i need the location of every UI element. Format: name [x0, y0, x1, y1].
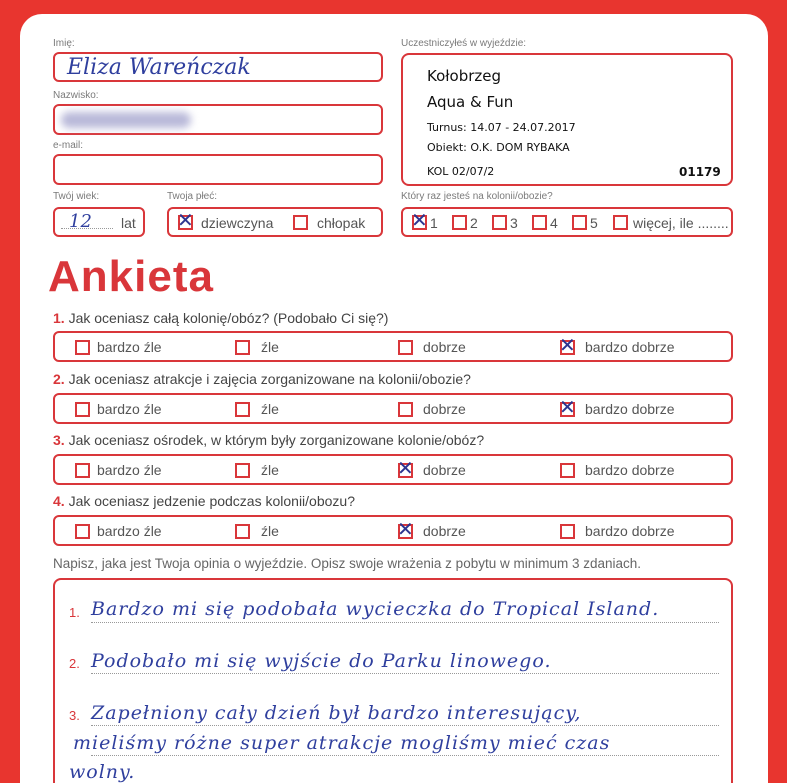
question-1-answers: [53, 331, 733, 362]
q2-checkbox-bad[interactable]: [235, 402, 250, 417]
which-time-field: [401, 207, 733, 237]
q4-option-good: dobrze: [423, 523, 466, 539]
age-unit: lat: [121, 215, 136, 231]
which-time-checkbox-more[interactable]: [613, 215, 628, 230]
q2-checkbox-very-good[interactable]: [559, 395, 576, 419]
question-2-answers: [53, 393, 733, 424]
opinion-line-2: Podobało mi się wyjście do Parku linowego.: [91, 650, 552, 672]
which-time-option-more: więcej, ile ........: [633, 215, 729, 231]
q4-checkbox-very-bad[interactable]: [75, 524, 90, 539]
name-label: Imię:: [53, 38, 75, 49]
surname-field[interactable]: [53, 104, 383, 135]
trip-label: Uczestniczyłeś w wyjeździe:: [401, 38, 527, 49]
name-value: Eliza Wareńczak: [67, 55, 251, 80]
opinion-line: [91, 622, 719, 623]
which-time-option-4: 4: [550, 215, 558, 231]
which-time-checkbox-2[interactable]: [452, 215, 467, 230]
which-time-option-2: 2: [470, 215, 478, 231]
q1-checkbox-bad[interactable]: [235, 340, 250, 355]
which-time-checkbox-4[interactable]: [532, 215, 547, 230]
which-time-checkbox-5[interactable]: [572, 215, 587, 230]
q1-option-bad: źle: [261, 339, 279, 355]
q2-option-good: dobrze: [423, 401, 466, 417]
check-mark-icon: ✕: [411, 208, 428, 232]
gender-checkbox-boy[interactable]: [293, 215, 308, 230]
opinion-box[interactable]: [53, 578, 733, 783]
q1-option-good: dobrze: [423, 339, 466, 355]
q4-checkbox-good[interactable]: [397, 517, 414, 541]
q1-option-very-bad: bardzo źle: [97, 339, 162, 355]
q3-option-very-good: bardzo dobrze: [585, 462, 675, 478]
opinion-line-1: Bardzo mi się podobała wycieczka do Tropical Island.: [91, 598, 660, 620]
trip-code: KOL 02/07/2: [427, 165, 495, 178]
opinion-line-4: mieliśmy różne super atrakcje mogliśmy mieć czas: [73, 732, 611, 754]
check-mark-icon: ✕: [177, 208, 194, 232]
question-2-number: 2.: [53, 371, 65, 387]
q4-option-very-good: bardzo dobrze: [585, 523, 675, 539]
trip-program: Aqua & Fun: [427, 93, 514, 111]
opinion-line: [91, 755, 719, 756]
trip-turnus: Turnus: 14.07 - 24.07.2017: [427, 121, 576, 134]
name-field[interactable]: [53, 52, 383, 82]
question-4-text: [53, 493, 355, 509]
survey-title: Ankieta: [48, 252, 214, 301]
q3-option-very-bad: bardzo źle: [97, 462, 162, 478]
email-field[interactable]: [53, 154, 383, 185]
q4-checkbox-very-good[interactable]: [560, 524, 575, 539]
question-4-number: 4.: [53, 493, 65, 509]
q4-option-very-bad: bardzo źle: [97, 523, 162, 539]
q1-option-very-good: bardzo dobrze: [585, 339, 675, 355]
question-3-answers: [53, 454, 733, 485]
q1-checkbox-very-bad[interactable]: [75, 340, 90, 355]
q1-checkbox-good[interactable]: [398, 340, 413, 355]
q2-option-very-bad: bardzo źle: [97, 401, 162, 417]
age-value: 12: [69, 211, 92, 232]
gender-label: Twoja płeć:: [167, 191, 218, 202]
gender-checkbox-girl[interactable]: [177, 208, 194, 232]
trip-box: [401, 53, 733, 186]
opinion-line-5: wolny.: [69, 761, 136, 783]
gender-option-girl: dziewczyna: [201, 215, 274, 231]
q3-option-good: dobrze: [423, 462, 466, 478]
question-1-text: [53, 310, 388, 326]
opinion-prompt: Napisz, jaka jest Twoja opinia o wyjeździe. Opisz swoje wrażenia z pobytu w minimum 3 zdaniach.: [53, 556, 642, 571]
question-3-number: 3.: [53, 432, 65, 448]
trip-obiekt: Obiekt: O.K. DOM RYBAKA: [427, 141, 570, 154]
check-mark-icon: ✕: [397, 456, 414, 480]
q4-option-bad: źle: [261, 523, 279, 539]
q3-option-bad: źle: [261, 462, 279, 478]
q1-checkbox-very-good[interactable]: [559, 333, 576, 357]
which-time-checkbox-1[interactable]: [411, 208, 428, 232]
opinion-line-3: Zapełniony cały dzień był bardzo interesujący,: [91, 702, 582, 724]
opinion-number-3: 3.: [69, 708, 80, 723]
which-time-option-1: 1: [430, 215, 438, 231]
opinion-line: [91, 673, 719, 674]
question-2-text: [53, 371, 471, 387]
redacted-surname: [61, 112, 191, 128]
which-time-checkbox-3[interactable]: [492, 215, 507, 230]
form-card: [20, 14, 768, 783]
trip-city: Kołobrzeg: [427, 67, 502, 85]
check-mark-icon: ✕: [559, 333, 576, 357]
opinion-line: [91, 725, 719, 726]
question-4-answers: [53, 515, 733, 546]
question-3-text: [53, 432, 484, 448]
which-time-option-5: 5: [590, 215, 598, 231]
q2-option-very-good: bardzo dobrze: [585, 401, 675, 417]
gender-field: [167, 207, 383, 237]
check-mark-icon: ✕: [397, 517, 414, 541]
gender-option-boy: chłopak: [317, 215, 366, 231]
age-label: Twój wiek:: [53, 191, 100, 202]
trip-number: 01179: [679, 165, 721, 179]
q2-option-bad: źle: [261, 401, 279, 417]
which-time-label: Który raz jesteś na kolonii/obozie?: [401, 191, 553, 202]
question-1-label: Jak oceniasz całą kolonię/obóz? (Podobało Ci się?): [68, 310, 389, 326]
check-mark-icon: ✕: [559, 395, 576, 419]
opinion-number-1: 1.: [69, 605, 80, 620]
surname-label: Nazwisko:: [53, 90, 99, 101]
q4-checkbox-bad[interactable]: [235, 524, 250, 539]
which-time-option-3: 3: [510, 215, 518, 231]
question-2-label: Jak oceniasz atrakcje i zajęcia zorganizowane na kolonii/obozie?: [68, 371, 471, 387]
question-4-label: Jak oceniasz jedzenie podczas kolonii/obozu?: [68, 493, 355, 509]
q3-checkbox-very-good[interactable]: [560, 463, 575, 478]
q2-checkbox-good[interactable]: [398, 402, 413, 417]
question-3-label: Jak oceniasz ośrodek, w którym były zorganizowane kolonie/obóz?: [68, 432, 485, 448]
q3-checkbox-good[interactable]: [397, 456, 414, 480]
email-label: e-mail:: [53, 140, 84, 151]
q3-checkbox-bad[interactable]: [235, 463, 250, 478]
opinion-number-2: 2.: [69, 656, 80, 671]
q3-checkbox-very-bad[interactable]: [75, 463, 90, 478]
question-1-number: 1.: [53, 310, 65, 326]
q2-checkbox-very-bad[interactable]: [75, 402, 90, 417]
age-field[interactable]: [53, 207, 145, 237]
